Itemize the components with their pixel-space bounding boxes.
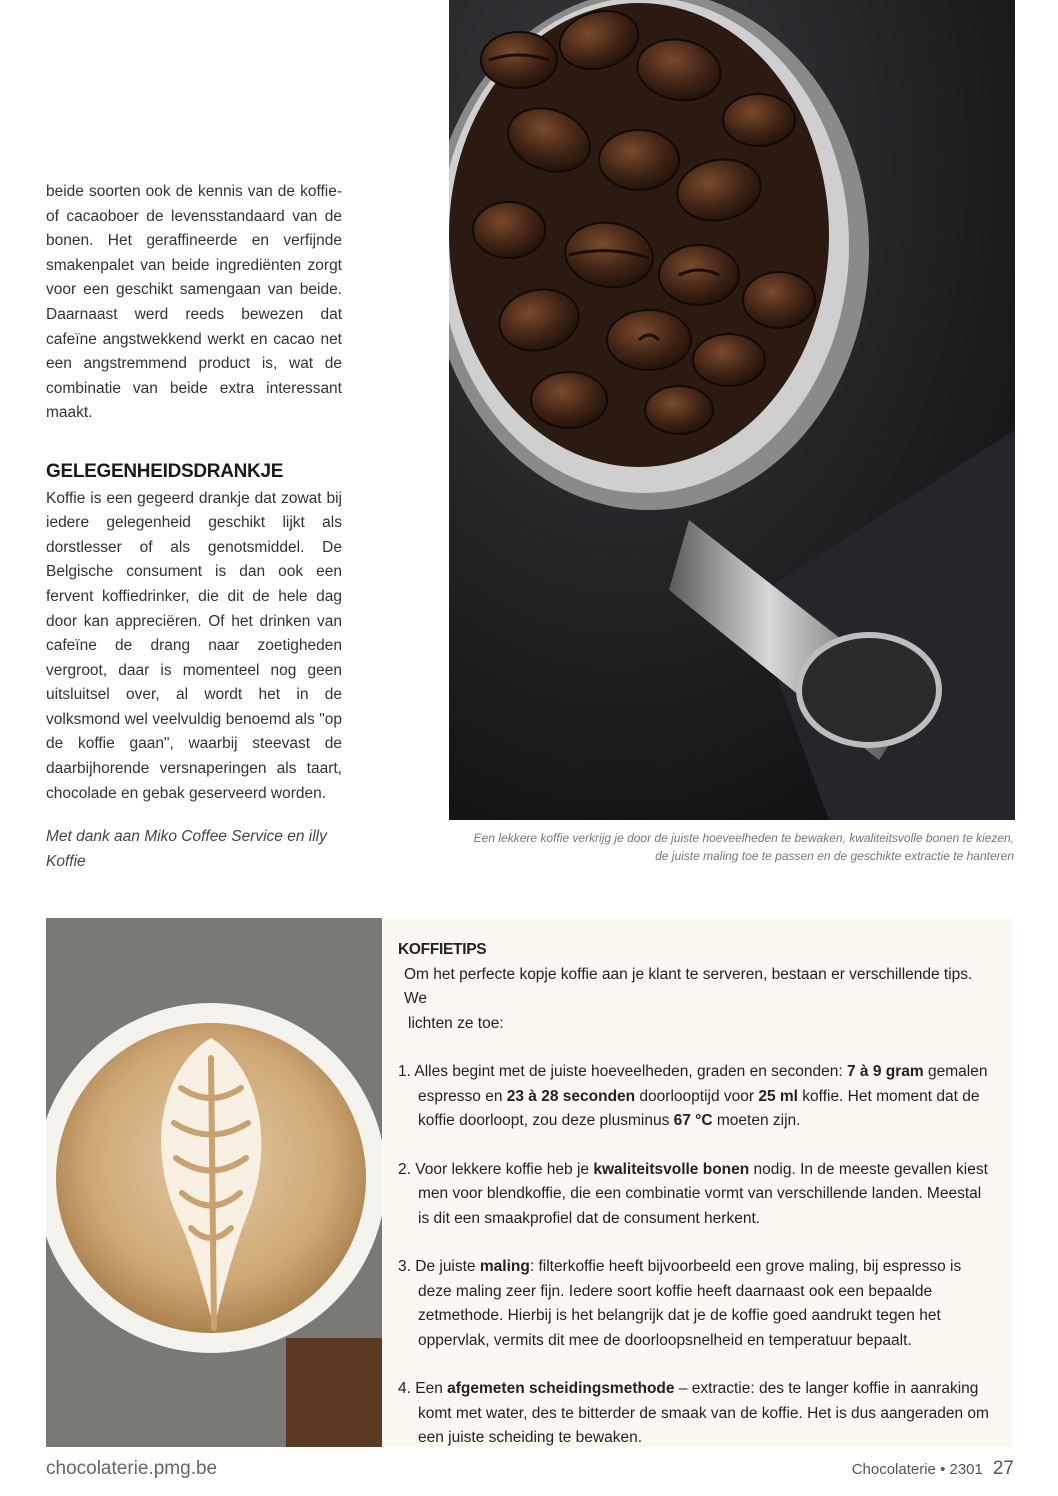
- magazine-issue: Chocolaterie • 2301: [851, 1461, 983, 1478]
- acknowledgement: Met dank aan Miko Coffee Service en illy Koffie: [46, 828, 327, 870]
- caption-line-2: de juiste maling toe te passen en de geschikte extractie te hanteren: [655, 849, 1014, 863]
- section-paragraph: Koffie is een gegeerd drankje dat zowat bij iedere gelegenheid geschikt lijkt als dorstlesser of als genotsmiddel. De Belgische consument is dan ook een fervent koffiedrinker, die dit de hele dag door kan appreciëren. Of het drinken van cafeïne de drang naar zoetigheden vergroot, daar is momenteel nog geen uitsluitsel over, al wordt het in de volksmond wel veelvuldig benoemd als "op de koffie gaan", waarbij steevast de daarbijhorende versnaperingen als taart, chocolade en gebak geserveerd worden.: [46, 489, 342, 802]
- tips-intro: [404, 963, 994, 1037]
- latte-illustration: [46, 918, 382, 1447]
- latte-art-photo: [46, 918, 382, 1447]
- coffee-tips-box: [382, 918, 1012, 1447]
- article-left-column: [46, 180, 342, 806]
- footer-magazine-info: [852, 1458, 1014, 1480]
- photo-caption: [440, 829, 1014, 865]
- intro-paragraph: beide soorten ook de kennis van de koffie- of cacaoboer de levensstandaard van de bonen. Het geraffineerde en verfijnde smakenpalet van beide ingrediënten zorgt voor een geschikt samengaan van beide. Daarnaast werd reeds bewezen dat cafeïne angstwekkend werkt en cacao net een angstremmend product is, wat de combinatie van beide extra interessant maakt.: [46, 183, 342, 422]
- caption-line-1: Een lekkere koffie verkrijg je door de juiste hoeveelheden te bewaken, kwaliteitsvolle bonen te kiezen,: [473, 831, 1014, 845]
- coffee-beans-photo: [449, 0, 1015, 820]
- footer-website-link[interactable]: chocolaterie.pmg.be: [46, 1458, 218, 1479]
- tips-title: KOFFIETIPS: [398, 941, 487, 958]
- tip-item: 1. Alles begint met de juiste hoeveelheden, graden en seconden: 7 à 9 gram gemalen espresso en 23 à 28 seconden doorlooptijd voor 25 ml koffie. Het moment dat de koffie doorloopt, zou deze plusminus 67 °C moeten zijn.: [398, 1063, 988, 1129]
- coffee-beans-illustration: [449, 0, 1015, 820]
- tips-intro-line-1: Om het perfecte kopje koffie aan je klant te serveren, bestaan er verschillende tips. We: [404, 965, 973, 1007]
- page-number: 27: [992, 1458, 1014, 1479]
- tip-item: 4. Een afgemeten scheidingsmethode – extractie: des te langer koffie in aanraking komt met water, des te bitterder de smaak van de koffie. Het is dus aangeraden om een juiste scheiding te bewaken.: [398, 1380, 989, 1446]
- tip-item: 3. De juiste maling: filterkoffie heeft bijvoorbeeld een grove maling, bij espresso is deze maling zeer fijn. Iedere soort koffie heeft daarnaast ook een bepaalde zetmethode. Hierbij is het belangrijk dat je de koffie goed aandrukt tegen het oppervlak, vermits dit mee de doorloopsnelheid en temperatuur bepaalt.: [398, 1258, 962, 1349]
- tip-item: 2. Voor lekkere koffie heb je kwaliteitsvolle bonen nodig. In de meeste gevallen kiest men voor blendkoffie, die een combinatie vormt van verschillende landen. Meestal is dit een smaakprofiel dat de consument herkent.: [398, 1160, 988, 1227]
- tips-intro-line-2: lichten ze toe:: [408, 1014, 504, 1032]
- section-heading: GELEGENHEIDSDRANKJE: [46, 460, 284, 482]
